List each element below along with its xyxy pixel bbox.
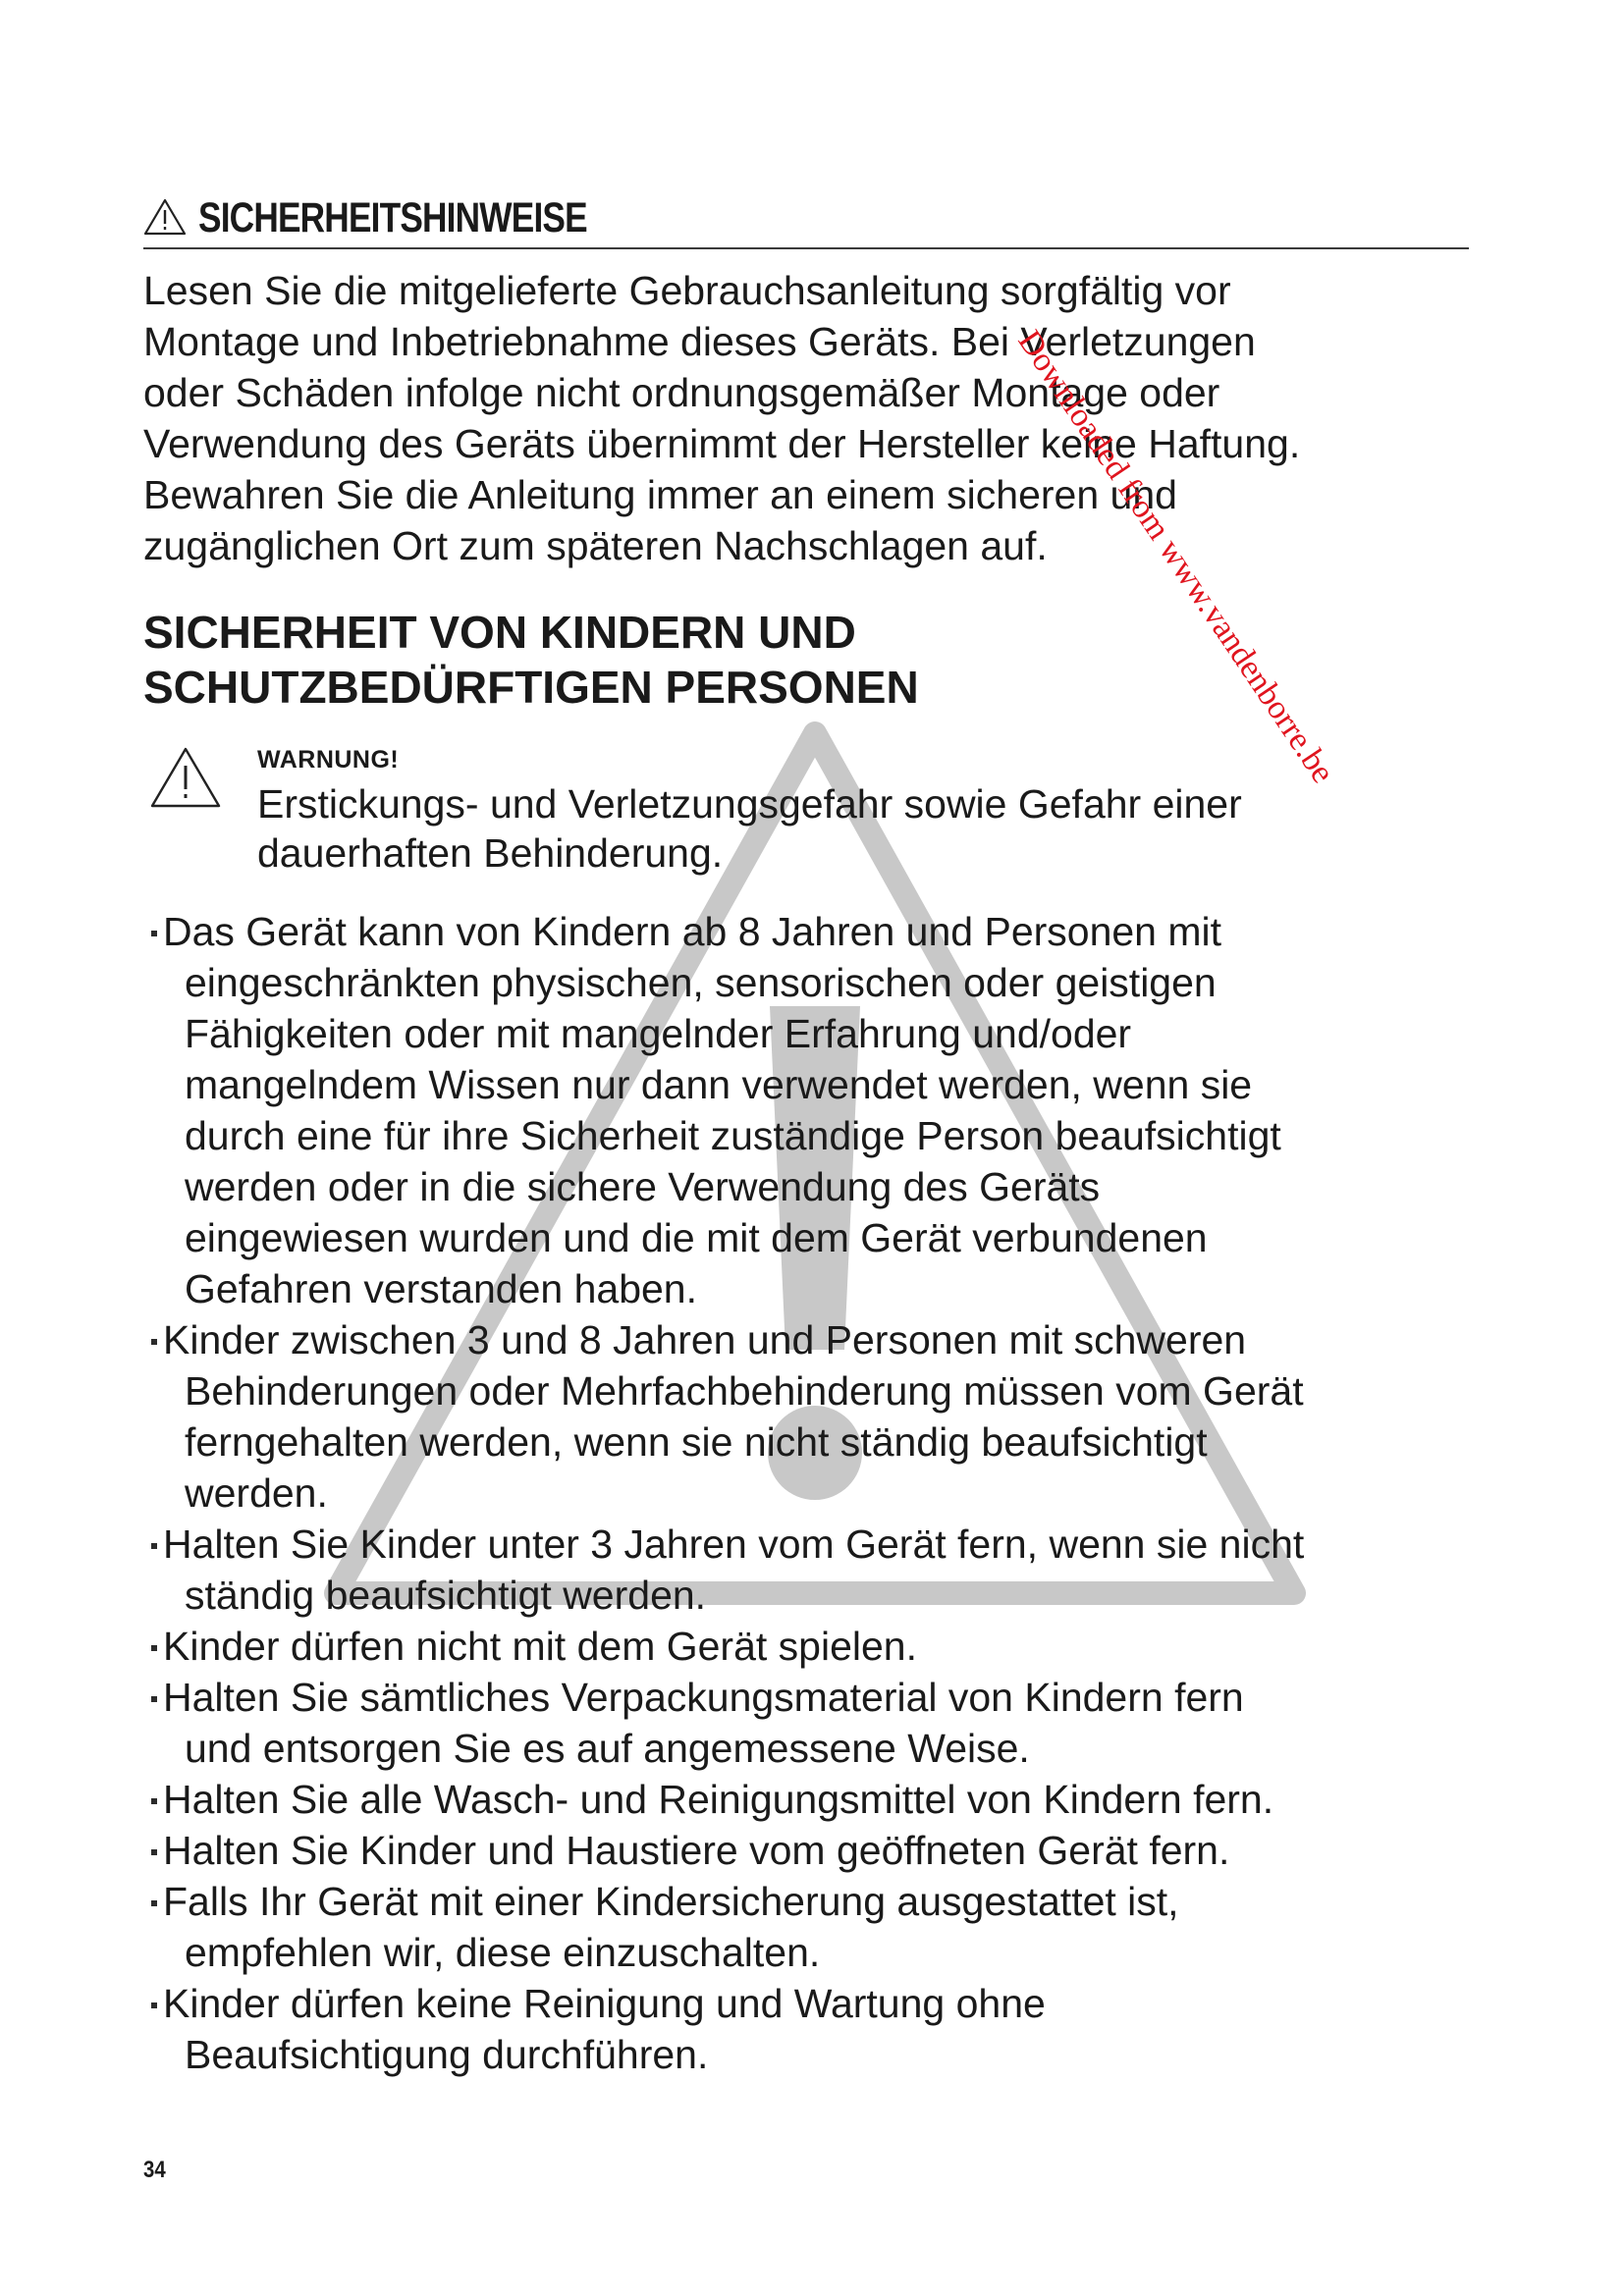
list-item-line: ständig beaufsichtigt werden. [185, 1573, 707, 1618]
list-item [143, 906, 1479, 1314]
list-item-line: Falls Ihr Gerät mit einer Kindersicherung ausgestattet ist, [163, 1879, 1179, 1924]
warning-line: dauerhaften Behinderung. [257, 830, 724, 876]
list-item-line: empfehlen wir, diese einzuschalten. [185, 1930, 821, 1975]
intro-line: Verwendung des Geräts übernimmt der Hersteller keine Haftung. [143, 421, 1301, 466]
list-item [143, 1621, 1479, 1672]
list-item-line: und entsorgen Sie es auf angemessene Weise. [185, 1726, 1030, 1771]
list-item-line: Kinder zwischen 3 und 8 Jahren und Personen mit schweren [163, 1317, 1247, 1362]
list-item [143, 1519, 1479, 1621]
list-item-line: Kinder dürfen keine Reinigung und Wartung ohne [163, 1981, 1046, 2026]
section-header [143, 187, 1469, 249]
warning-label: WARNUNG! [257, 746, 400, 774]
list-item-line: eingeschränkten physischen, sensorischen oder geistigen [185, 960, 1217, 1005]
list-item-line: Fähigkeiten oder mit mangelnder Erfahrung und/oder [185, 1011, 1132, 1056]
subsection-title [143, 605, 919, 715]
page-number: 34 [143, 2157, 166, 2183]
list-item-line: ferngehalten werden, wenn sie nicht ständig beaufsichtigt [185, 1419, 1208, 1465]
intro-line: zugänglichen Ort zum späteren Nachschlagen auf. [143, 523, 1048, 568]
download-watermark: Downloaded from www.vandenborre.be [1010, 324, 1342, 790]
list-item-line: Halten Sie alle Wasch- und Reinigungsmittel von Kindern fern. [163, 1777, 1274, 1822]
list-item-line: Gefahren verstanden haben. [185, 1266, 697, 1311]
list-item-line: mangelndem Wissen nur dann verwendet werden, wenn sie [185, 1062, 1253, 1107]
warning-line: Erstickungs- und Verletzungsgefahr sowie Gefahr einer [257, 781, 1242, 827]
list-item [143, 1876, 1479, 1978]
list-item-line: Halten Sie Kinder und Haustiere vom geöffneten Gerät fern. [163, 1828, 1230, 1873]
warning-text [257, 779, 1242, 878]
intro-line: Lesen Sie die mitgelieferte Gebrauchsanleitung sorgfältig vor [143, 268, 1231, 313]
list-item-line: durch eine für ihre Sicherheit zuständige Person beaufsichtigt [185, 1113, 1281, 1158]
list-item-line: werden oder in die sichere Verwendung des Geräts [185, 1164, 1101, 1209]
intro-paragraph [143, 265, 1459, 571]
warning-triangle-icon [143, 198, 187, 236]
safety-bullet-list [143, 906, 1479, 2080]
list-item-line: Beaufsichtigung durchführen. [185, 2032, 709, 2077]
list-item-line: Behinderungen oder Mehrfachbehinderung müssen vom Gerät [185, 1368, 1304, 1414]
list-item [143, 1774, 1479, 1825]
list-item-line: eingewiesen wurden und die mit dem Gerät verbundenen [185, 1215, 1208, 1260]
warning-icon [149, 746, 222, 809]
list-item-line: Halten Sie sämtliches Verpackungsmaterial von Kindern fern [163, 1675, 1244, 1720]
list-item-line: Kinder dürfen nicht mit dem Gerät spielen. [163, 1624, 917, 1669]
list-item-line: Das Gerät kann von Kindern ab 8 Jahren und Personen mit [163, 909, 1222, 954]
list-item [143, 1825, 1479, 1876]
list-item [143, 1672, 1479, 1774]
intro-line: oder Schäden infolge nicht ordnungsgemäßer Montage oder [143, 370, 1220, 415]
subsection-title-line: SICHERHEIT VON KINDERN UND [143, 607, 856, 658]
list-item [143, 1978, 1479, 2080]
list-item-line: Halten Sie Kinder unter 3 Jahren vom Gerät fern, wenn sie nicht [163, 1522, 1305, 1567]
subsection-title-line: SCHUTZBEDÜRFTIGEN PERSONEN [143, 662, 919, 713]
intro-line: Bewahren Sie die Anleitung immer an einem sicheren und [143, 472, 1177, 517]
list-item-line: werden. [185, 1470, 328, 1516]
intro-line: Montage und Inbetriebnahme dieses Geräts. Bei Verletzungen [143, 319, 1256, 364]
list-item [143, 1314, 1479, 1519]
section-title: SICHERHEITSHINWEISE [198, 194, 587, 241]
